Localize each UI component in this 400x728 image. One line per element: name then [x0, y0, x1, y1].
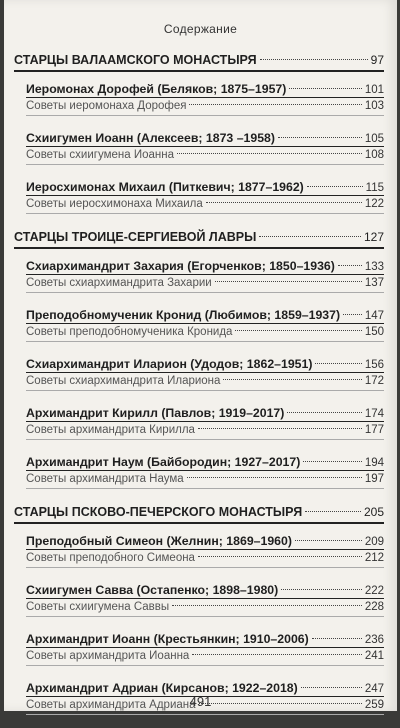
subentry	[26, 324, 384, 341]
subentry-title: Советы архимандрита Кирилла	[26, 424, 195, 436]
subentry-rule	[26, 439, 384, 440]
subentry-title: Советы преподобномученика Кронида	[26, 326, 233, 338]
entry-heading	[26, 80, 384, 98]
page-number: 491	[189, 694, 212, 709]
dot-leader	[215, 281, 362, 282]
entry-heading	[26, 581, 384, 599]
toc-entry	[26, 453, 384, 489]
subentry-page-number: 259	[364, 699, 384, 711]
subentry-page-number: 108	[364, 149, 384, 161]
subentry-title: Советы схиархимандрита Илариона	[26, 375, 221, 387]
dot-leader	[312, 638, 362, 639]
subentry-title: Советы архимандрита Адриана	[26, 699, 196, 711]
subentry-title: Советы схиигумена Иоанна	[26, 149, 174, 161]
dot-leader	[198, 556, 362, 557]
subentry-title: Советы схиархимандрита Захарии	[26, 277, 212, 289]
dot-leader	[223, 379, 361, 380]
entry-page-number: 194	[364, 457, 384, 469]
dot-leader	[307, 186, 363, 187]
subentry-page-number: 103	[364, 100, 384, 112]
running-head: Содержание	[163, 22, 238, 36]
entry-title: Архимандрит Иоанн (Крестьянкин; 1910–2006)	[26, 632, 309, 646]
toc-section	[14, 227, 384, 489]
entry-heading	[26, 257, 384, 275]
subentry-rule	[26, 488, 384, 489]
subentry-title: Советы иеромонаха Дорофея	[26, 100, 187, 112]
subentry-rule	[26, 616, 384, 617]
entry-heading	[26, 355, 384, 373]
subentry-page-number: 172	[364, 375, 384, 387]
subentry	[26, 275, 384, 292]
subentry-page-number: 241	[364, 650, 384, 662]
subentry-page-number: 137	[364, 277, 384, 289]
subentry-rule	[26, 292, 384, 293]
subentry	[26, 648, 384, 665]
dot-leader	[260, 59, 368, 60]
subentry-rule	[26, 665, 384, 666]
entry-heading	[26, 129, 384, 147]
toc-entry	[26, 404, 384, 440]
dot-leader	[278, 137, 362, 138]
entry-title: Преподобный Симеон (Желнин; 1869–1960)	[26, 534, 292, 548]
subentry-rule	[26, 567, 384, 568]
subentry	[26, 471, 384, 488]
dot-leader	[281, 589, 362, 590]
subentry-rule	[26, 213, 384, 214]
section-heading	[14, 502, 384, 523]
dot-leader	[295, 540, 362, 541]
subentry-rule	[26, 164, 384, 165]
entry-page-number: 174	[364, 408, 384, 420]
entry-page-number: 101	[364, 84, 384, 96]
dot-leader	[172, 605, 362, 606]
subentry	[26, 373, 384, 390]
dot-leader	[192, 654, 361, 655]
toc-entry	[26, 80, 384, 116]
subentry	[26, 422, 384, 439]
entry-page-number: 236	[364, 634, 384, 646]
entry-title: Схиархимандрит Иларион (Удодов; 1862–1951)	[26, 357, 313, 371]
dot-leader	[177, 153, 362, 154]
subentry-page-number: 197	[364, 473, 384, 485]
entry-heading	[26, 306, 384, 324]
subentry-title: Советы преподобного Симеона	[26, 552, 195, 564]
toc-entry	[26, 581, 384, 617]
entry-title: Схиигумен Савва (Остапенко; 1898–1980)	[26, 583, 279, 597]
subentry-title: Советы архимандрита Наума	[26, 473, 184, 485]
section-page-number: 127	[363, 230, 384, 244]
entry-page-number: 247	[364, 683, 384, 695]
toc-section	[14, 502, 384, 715]
subentry-rule	[26, 115, 384, 116]
entry-page-number: 115	[365, 182, 384, 194]
subentry	[26, 147, 384, 164]
entry-page-number: 209	[364, 536, 384, 548]
dot-leader	[206, 202, 362, 203]
subentry-rule	[26, 341, 384, 342]
dot-leader	[198, 428, 362, 429]
entry-heading	[26, 453, 384, 471]
subentry	[26, 98, 384, 115]
subentry-title: Советы иеросхимонаха Михаила	[26, 198, 203, 210]
toc-entry	[26, 630, 384, 666]
subentry-title: Советы архимандрита Иоанна	[26, 650, 190, 662]
toc-entry	[26, 129, 384, 165]
subentry-rule	[26, 390, 384, 391]
subentry-page-number: 122	[364, 198, 384, 210]
dot-leader	[287, 412, 361, 413]
section-heading	[14, 227, 384, 248]
subentry-page-number: 150	[364, 326, 384, 338]
entry-title: Схиархимандрит Захария (Егорченков; 1850–1936)	[26, 259, 335, 273]
section-title: СТАРЦЫ ВАЛААМСКОГО МОНАСТЫРЯ	[14, 53, 257, 67]
dot-leader	[235, 330, 361, 331]
entry-heading	[26, 404, 384, 422]
entry-heading	[26, 178, 384, 196]
entry-page-number: 147	[364, 310, 384, 322]
table-of-contents	[14, 50, 384, 728]
subentry-rule	[26, 714, 384, 715]
entry-title: Схиигумен Иоанн (Алексеев; 1873 –1958)	[26, 131, 275, 145]
dot-leader	[338, 265, 362, 266]
dot-leader	[259, 236, 361, 237]
entry-title: Преподобномученик Кронид (Любимов; 1859–1937)	[26, 308, 341, 322]
entry-heading	[26, 532, 384, 550]
subentry	[26, 196, 384, 213]
toc-entry	[26, 355, 384, 391]
subentry	[26, 599, 384, 616]
subentry-title: Советы схиигумена Саввы	[26, 601, 170, 613]
toc-entry	[26, 306, 384, 342]
dot-leader	[189, 104, 361, 105]
subentry-page-number: 228	[364, 601, 384, 613]
dot-leader	[289, 88, 361, 89]
entry-title: Архимандрит Наум (Байбородин; 1927–2017)	[26, 455, 301, 469]
dot-leader	[301, 687, 362, 688]
toc-section	[14, 50, 384, 214]
dot-leader	[343, 314, 362, 315]
subentry-page-number: 212	[364, 552, 384, 564]
toc-entry	[26, 257, 384, 293]
entry-page-number: 156	[364, 359, 384, 371]
toc-entry	[26, 532, 384, 568]
subentry	[26, 550, 384, 567]
book-page	[4, 0, 397, 711]
entry-title: Архимандрит Кирилл (Павлов; 1919–2017)	[26, 406, 285, 420]
section-page-number: 97	[370, 53, 384, 67]
dot-leader	[187, 477, 362, 478]
entry-title: Архимандрит Адриан (Кирсанов; 1922–2018)	[26, 681, 298, 695]
section-title: СТАРЦЫ ТРОИЦЕ-СЕРГИЕВОЙ ЛАВРЫ	[14, 230, 257, 244]
dot-leader	[303, 461, 362, 462]
toc-entry	[26, 178, 384, 214]
entry-page-number: 222	[364, 585, 384, 597]
entry-title: Иеросхимонах Михаил (Питкевич; 1877–1962)	[26, 180, 304, 194]
entry-heading	[26, 630, 384, 648]
entry-page-number: 105	[364, 133, 384, 145]
section-title: СТАРЦЫ ПСКОВО-ПЕЧЕРСКОГО МОНАСТЫРЯ	[14, 505, 303, 519]
entry-page-number: 133	[364, 261, 384, 273]
dot-leader	[315, 363, 361, 364]
subentry-page-number: 177	[364, 424, 384, 436]
section-page-number: 205	[363, 505, 384, 519]
entry-title: Иеромонах Дорофей (Беляков; 1875–1957)	[26, 82, 287, 96]
dot-leader	[305, 511, 361, 512]
section-heading	[14, 50, 384, 71]
